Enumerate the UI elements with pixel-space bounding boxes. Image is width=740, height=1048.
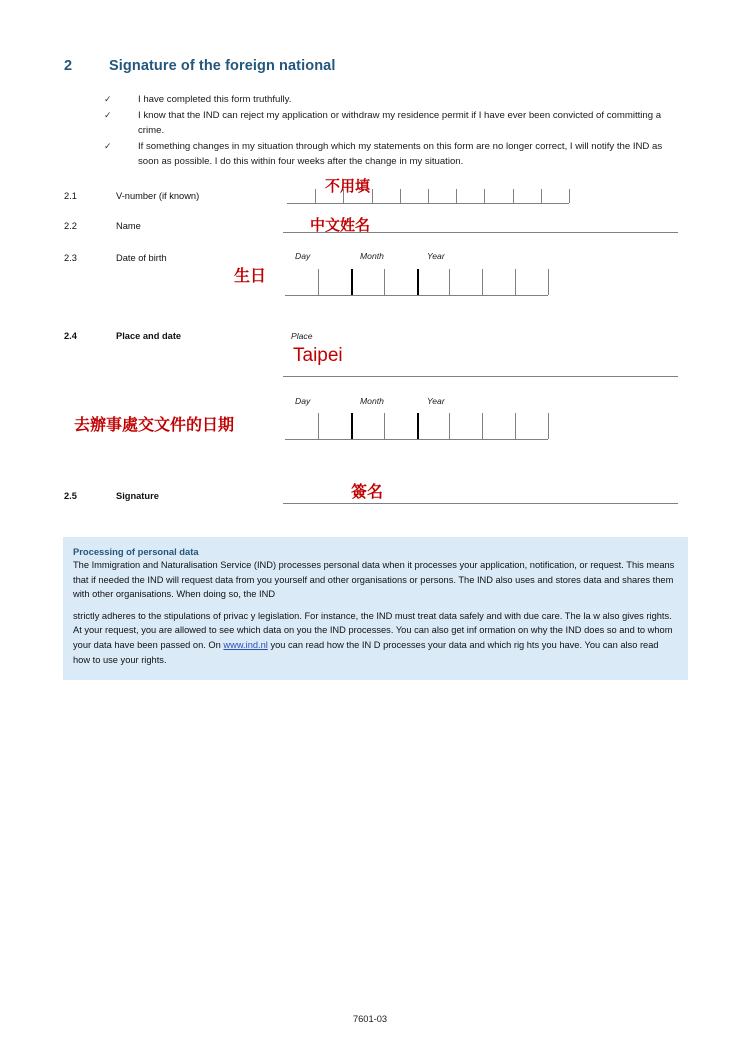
field-label-place-date: Place and date <box>116 331 182 341</box>
declaration-text: If something changes in my situation through which my statements on this form are no longer correct, I will notify the IND as soon as possible. I do this within four weeks after the change in my situation. <box>138 140 663 167</box>
privacy-paragraph-1: The Immigration and Naturalisation Service (IND) processes personal data when it processes your application, notification, or request. This means that if needed the IND will request data from you yourself and other organisations or persons. The IND also uses and stores data and shares them with other organisations. When doing so, the IND <box>73 560 675 600</box>
comb-separator <box>515 413 516 439</box>
annotation-signature: 簽名 <box>351 484 384 501</box>
check-mark-icon: ✓ <box>104 109 112 120</box>
field-number-dob: 2.3 <box>64 253 77 263</box>
place-label: Place <box>291 331 313 341</box>
comb-separator <box>417 413 420 439</box>
comb-separator <box>456 189 457 203</box>
dob-year-label: Year <box>427 251 445 261</box>
section-heading <box>64 58 684 80</box>
place-input[interactable] <box>283 376 678 377</box>
comb-separator <box>372 189 373 203</box>
comb-separator <box>428 189 429 203</box>
annotation-name: 中文姓名 <box>310 217 371 234</box>
date-input[interactable] <box>285 410 548 440</box>
privacy-text-after-link: you can read how the IN D processes your data and which rig hts you have. You can also read how to use your rights. <box>73 639 659 665</box>
section-number: 2 <box>64 58 73 74</box>
field-number-name: 2.2 <box>64 221 77 231</box>
comb-separator <box>315 189 316 203</box>
dob-day-label: Day <box>295 251 311 261</box>
ind-website-link[interactable]: www.ind.nl <box>223 639 268 650</box>
comb-separator <box>548 413 549 439</box>
annotation-vnumber: 不用填 <box>325 178 371 195</box>
declaration-text: I know that the IND can reject my application or withdraw my residence permit if I have ever been convicted of committing a crime. <box>138 109 662 136</box>
comb-separator <box>417 269 420 295</box>
dob-input[interactable] <box>285 266 548 296</box>
annotation-date: 去辦事處交文件的日期 <box>74 417 235 434</box>
comb-separator <box>541 189 542 203</box>
footer-form-code: 7601-03 <box>352 1014 388 1024</box>
privacy-notice-box <box>63 537 688 680</box>
comb-separator <box>548 269 549 295</box>
comb-separator <box>569 189 570 203</box>
comb-separator <box>318 269 319 295</box>
date-month-label: Month <box>360 396 384 406</box>
comb-separator <box>484 189 485 203</box>
privacy-paragraph-2 <box>73 609 678 667</box>
list-item <box>104 139 674 170</box>
check-mark-icon: ✓ <box>104 94 112 104</box>
declaration-list <box>104 92 674 170</box>
comb-separator <box>384 413 385 439</box>
section-title: Signature of the foreign national <box>109 58 336 74</box>
comb-separator <box>351 413 354 439</box>
comb-separator <box>515 269 516 295</box>
comb-separator <box>351 269 354 295</box>
date-year-label: Year <box>427 396 445 406</box>
privacy-text-before-link: strictly adheres to the stipulations of privac y legislation. For instance, the IND must treat data safely and with due care. The la w also gives rights. At your request, you are allowed to see which data on you the IND processes. You can also get inf ormation on why the IND does so and to whom your data have been passed on. On <box>73 610 673 650</box>
dob-month-label: Month <box>360 251 384 261</box>
field-label-signature: Signature <box>116 491 159 501</box>
field-number-place-date: 2.4 <box>64 331 77 341</box>
comb-separator <box>449 269 450 295</box>
list-item <box>104 108 674 139</box>
declaration-text: I have completed this form truthfully. <box>138 94 292 105</box>
privacy-notice-body <box>73 558 678 667</box>
field-number-signature: 2.5 <box>64 491 77 501</box>
comb-separator <box>513 189 514 203</box>
check-mark-icon: ✓ <box>104 140 112 151</box>
field-number-vnumber: 2.1 <box>64 191 77 201</box>
date-day-label: Day <box>295 396 311 406</box>
comb-separator <box>400 189 401 203</box>
comb-separator <box>482 269 483 295</box>
field-label-name: Name <box>116 221 141 231</box>
field-label-dob: Date of birth <box>116 253 167 263</box>
comb-separator <box>482 413 483 439</box>
privacy-notice-title: Processing of personal data <box>73 546 199 557</box>
list-item <box>104 92 674 108</box>
comb-separator <box>384 269 385 295</box>
annotation-place-value: Taipei <box>293 345 343 366</box>
field-label-vnumber: V-number (if known) <box>116 191 200 201</box>
annotation-dob: 生日 <box>234 268 267 285</box>
comb-separator <box>449 413 450 439</box>
comb-separator <box>318 413 319 439</box>
signature-input[interactable] <box>283 503 678 504</box>
